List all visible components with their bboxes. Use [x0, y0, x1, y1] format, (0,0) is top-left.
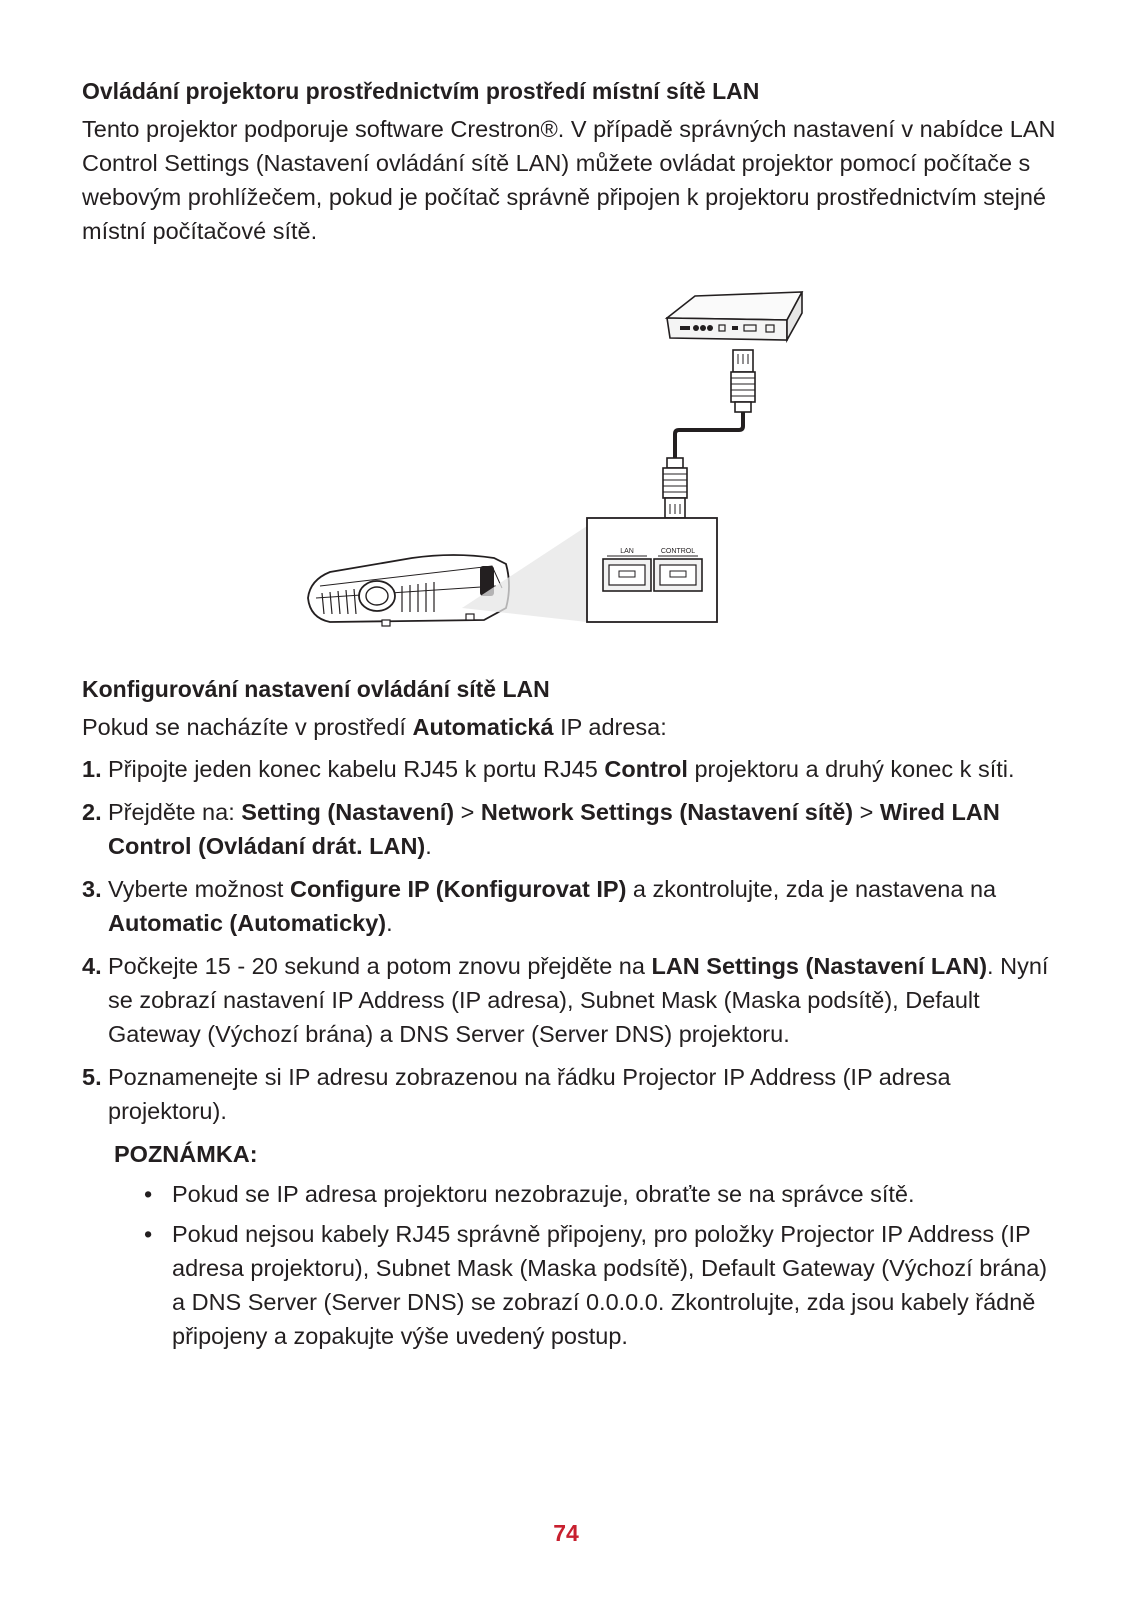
step-bold: Wired LAN Control (Ovládaní drát. LAN) — [108, 799, 1000, 859]
projector-icon — [308, 555, 509, 626]
bullet-icon: • — [144, 1221, 153, 1247]
step-number: 3. — [82, 876, 102, 902]
diagram-svg — [82, 268, 1062, 668]
step-text: . — [425, 833, 432, 859]
config-intro-text: Pokud se nacházíte v prostředí — [82, 714, 413, 740]
network-router-icon — [667, 292, 802, 340]
list-item — [82, 872, 1062, 940]
list-item — [82, 949, 1062, 1051]
rj45-port-icon — [587, 518, 717, 622]
step-text: . Nyní se zobrazí nastavení IP Address (IP adresa), Subnet Mask (Maska podsítě), Default Gateway (Výchozí brána) a DNS Server (Server DNS) projektoru. — [108, 953, 1049, 1047]
step-bold: Control — [604, 756, 688, 782]
steps-list — [82, 752, 1062, 1128]
intro-paragraph: Tento projektor podporuje software Crestron®. V případě správných nastavení v nabídce LAN Control Settings (Nastavení ovládání sítě LAN) můžete ovládat projektor pomocí počítače s webovým prohlížečem, pokud je počítač správně připojen k projektoru prostřednictvím stejné místní počítačové sítě. — [82, 116, 1056, 244]
step-text: Připojte jeden konec kabelu RJ45 k portu RJ45 — [108, 756, 605, 782]
list-item — [82, 795, 1062, 863]
step-text: > — [454, 799, 481, 825]
step-bold: Setting (Nastavení) — [241, 799, 455, 825]
list-item — [82, 1060, 1062, 1128]
bullet-icon: • — [144, 1181, 153, 1207]
rj45-cable-icon — [663, 458, 687, 518]
step-text: Vyberte možnost — [108, 876, 290, 902]
step-text: . — [386, 910, 393, 936]
port-control-label: CONTROL — [660, 548, 696, 555]
step-number: 4. — [82, 953, 102, 979]
note-text: Pokud nejsou kabely RJ45 správně připojeny, pro položky Projector IP Address (IP adresa projektoru), Subnet Mask (Maska podsítě), Default Gateway (Výchozí brána) a DNS Server (Server DNS) se zobrazí 0.0.0.0. Zkontrolujte, zda jsou kabely řádně připojeny a zopakujte výše uvedený postup. — [172, 1221, 1048, 1349]
step-text: Přejděte na: — [108, 799, 242, 825]
port-lan-label: LAN — [620, 548, 634, 555]
step-bold: LAN Settings (Nastavení LAN) — [651, 953, 988, 979]
step-text: Počkejte 15 - 20 sekund a potom znovu přejděte na — [108, 953, 652, 979]
step-text: > — [853, 799, 880, 825]
step-bold: Network Settings (Nastavení sítě) — [480, 799, 854, 825]
section-heading-lan-config: Konfigurování nastavení ovládání sítě LAN — [82, 676, 550, 702]
step-bold: Automatic (Automaticky) — [108, 910, 387, 936]
manual-page — [82, 76, 1062, 1359]
notes-list — [82, 1177, 1062, 1353]
note-text: Pokud se IP adresa projektoru nezobrazuje, obraťte se na správce sítě. — [172, 1181, 915, 1207]
config-intro-suffix: IP adresa: — [553, 714, 667, 740]
list-item — [82, 752, 1062, 786]
list-item — [144, 1217, 1062, 1353]
page-number: 74 — [553, 1520, 579, 1546]
list-item — [144, 1177, 1062, 1211]
config-intro-bold: Automatická — [412, 714, 554, 740]
config-intro — [82, 710, 1062, 744]
rj45-cable-icon — [731, 350, 755, 412]
step-bold: Configure IP (Konfigurovat IP) — [290, 876, 627, 902]
lan-connection-diagram — [82, 268, 1062, 668]
section-heading-lan-control: Ovládání projektoru prostřednictvím prostředí místní sítě LAN — [82, 78, 760, 104]
note-title: POZNÁMKA: — [114, 1141, 258, 1167]
step-number: 2. — [82, 799, 102, 825]
step-text: a zkontrolujte, zda je nastavena na — [626, 876, 997, 902]
step-text: Poznamenejte si IP adresu zobrazenou na řádku Projector IP Address (IP adresa projektoru). — [108, 1064, 951, 1124]
step-number: 5. — [82, 1064, 102, 1090]
step-text: projektoru a druhý konec k síti. — [687, 756, 1015, 782]
step-number: 1. — [82, 756, 102, 782]
